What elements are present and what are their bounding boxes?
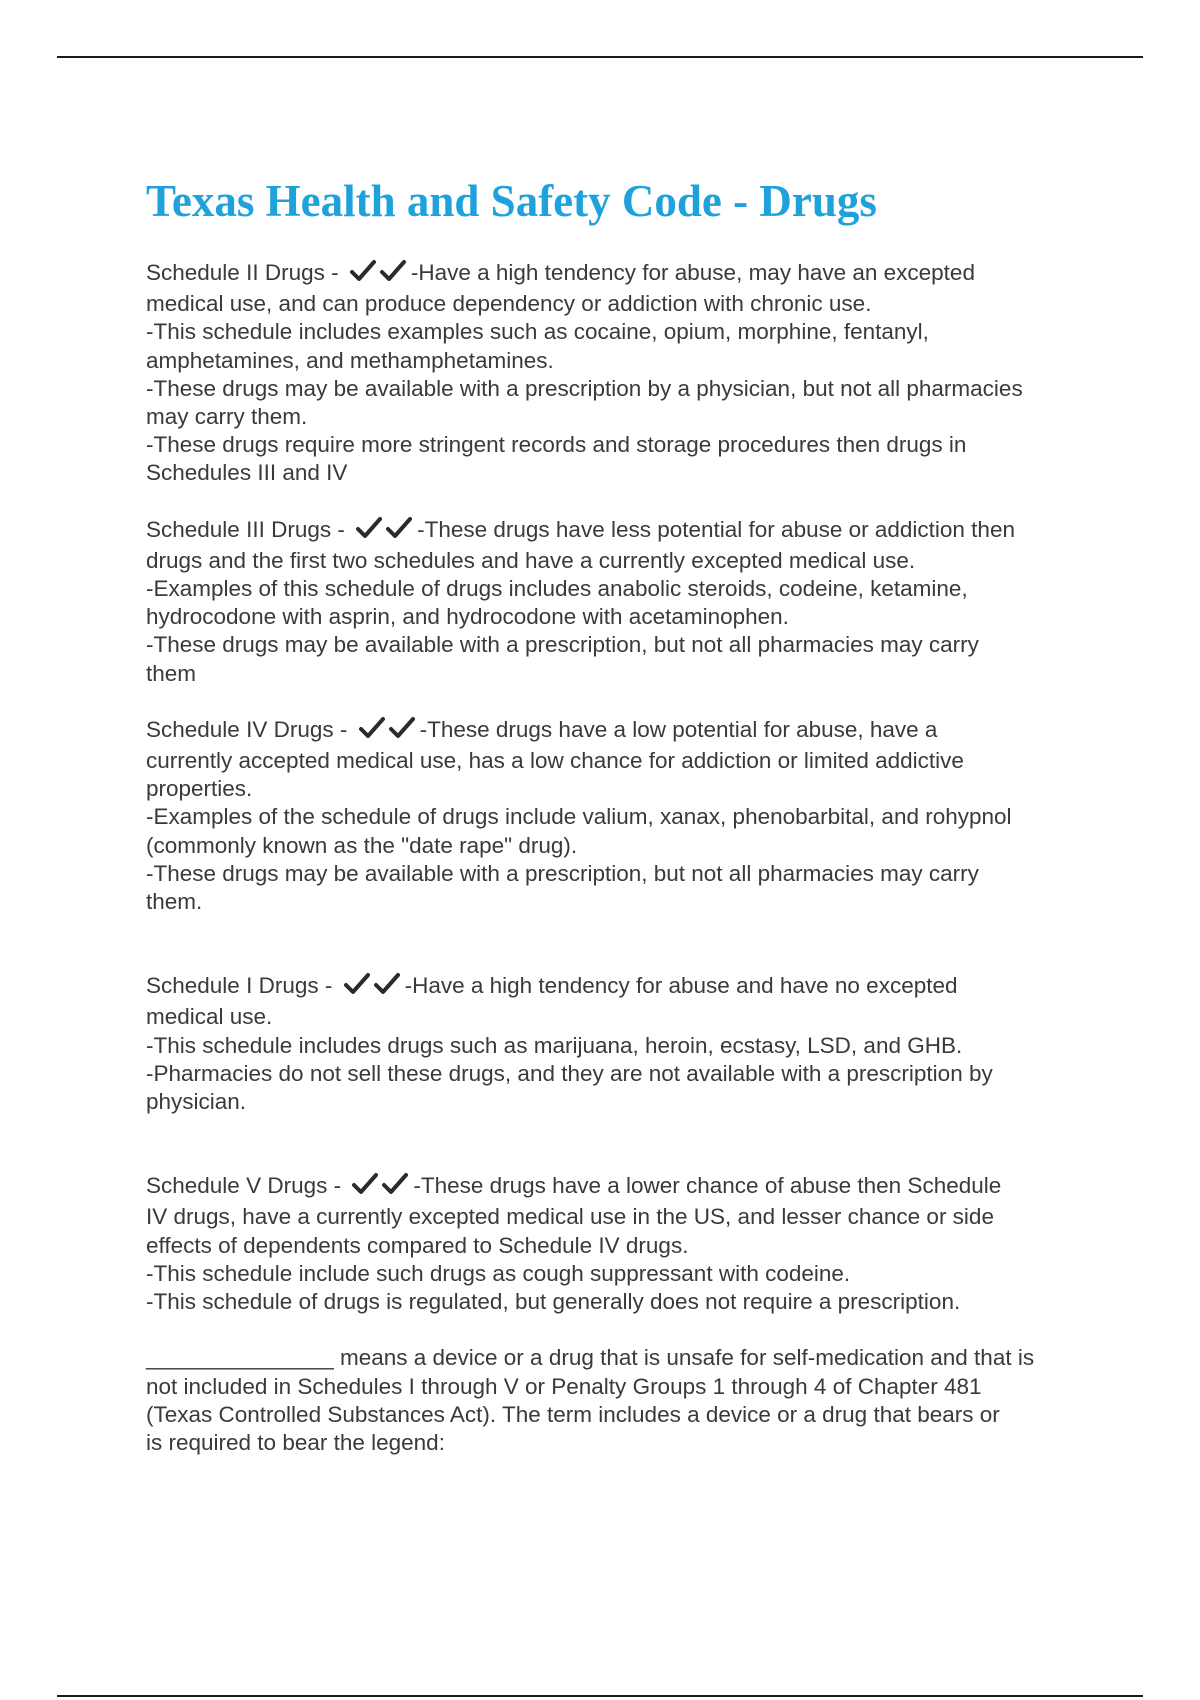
flashcard-definition-line: -This schedule of drugs is regulated, but generally does not require a prescription.: [146, 1289, 961, 1315]
flashcard-definition-line: -These drugs may be available with a prescription by a physician, but not all pharmacies: [146, 375, 1023, 401]
flashcard-definition-line: them.: [146, 889, 203, 915]
flashcard-definition-line: -This schedule include such drugs as cough suppressant with codeine.: [146, 1260, 851, 1286]
flashcard-definition-line: Schedules III and IV: [146, 460, 348, 486]
flashcard-definition-line: IV drugs, have a currently excepted medical use in the US, and lesser chance or side: [146, 1204, 994, 1230]
flashcard-term: Schedule IV Drugs -: [146, 716, 348, 742]
flashcard-definition-line: (Texas Controlled Substances Act). The term includes a device or a drug that bears or: [146, 1401, 1000, 1427]
flashcard-definition-line: medical use.: [146, 1004, 273, 1030]
flashcard-term: Schedule V Drugs -: [146, 1173, 342, 1199]
flashcard-definition-line: may carry them.: [146, 404, 308, 430]
flashcard-first-line: [146, 259, 1096, 290]
flashcard-definition-line: -This schedule includes drugs such as marijuana, heroin, ecstasy, LSD, and GHB.: [146, 1032, 963, 1058]
flashcard-term: Schedule III Drugs -: [146, 516, 345, 542]
flashcard-fill-in-blank: [146, 1344, 1096, 1457]
flashcard-definition-line: -Pharmacies do not sell these drugs, and they are not available with a prescription by: [146, 1060, 993, 1086]
flashcard-schedule-i: [146, 972, 1096, 1116]
flashcard-definition-line: hydrocodone with asprin, and hydrocodone with acetaminophen.: [146, 604, 789, 630]
flashcard-definition-line: is required to bear the legend:: [146, 1429, 445, 1455]
flashcard-definition-line: -This schedule includes examples such as cocaine, opium, morphine, fentanyl,: [146, 319, 929, 345]
flashcard-definition-line: not included in Schedules I through V or Penalty Groups 1 through 4 of Chapter 481: [146, 1373, 982, 1399]
page-title: Texas Health and Safety Code - Drugs: [146, 176, 877, 226]
flashcard-definition-line: currently accepted medical use, has a low chance for addiction or limited addictive: [146, 748, 964, 774]
flashcard-definition-line: them: [146, 660, 197, 686]
flashcard-first-line: [146, 972, 1096, 1003]
flashcard-definition-line: drugs and the first two schedules and have a currently excepted medical use.: [146, 547, 916, 573]
flashcard-definition-line: -Have a high tendency for abuse, may have an excepted: [410, 260, 975, 285]
flashcard-definition-line: -These drugs have a lower chance of abuse then Schedule: [413, 1173, 1002, 1199]
flashcard-definition-line: -Examples of this schedule of drugs includes anabolic steroids, codeine, ketamine,: [146, 576, 968, 602]
top-divider: [57, 56, 1143, 58]
flashcard-first-line: [146, 516, 1096, 547]
check-mark-icon: [343, 972, 403, 1003]
flashcard-schedule-iii: [146, 516, 1096, 688]
flashcard-definition-line: _______________ means a device or a drug that is unsafe for self-medication and that is: [146, 1345, 1035, 1371]
flashcard-definition-line: amphetamines, and methamphetamines.: [146, 347, 554, 373]
check-mark-icon: [349, 259, 409, 290]
flashcard-definition-line: -These drugs have less potential for abuse or addiction then: [417, 516, 1015, 542]
bottom-divider: [57, 1695, 1143, 1697]
flashcard-term: Schedule II Drugs -: [146, 260, 339, 285]
flashcard-schedule-v: [146, 1172, 1096, 1316]
flashcard-definition-line: -These drugs may be available with a prescription, but not all pharmacies may carry: [146, 860, 979, 886]
flashcard-definition-line: effects of dependents compared to Schedule IV drugs.: [146, 1232, 689, 1258]
flashcard-definition-line: (commonly known as the "date rape" drug).: [146, 832, 578, 858]
flashcard-term: Schedule I Drugs -: [146, 973, 333, 999]
flashcard-definition-line: medical use, and can produce dependency or addiction with chronic use.: [146, 291, 872, 317]
flashcard-list: [146, 259, 1096, 1457]
check-mark-icon: [351, 1172, 411, 1203]
flashcard-definition-line: -These drugs have a low potential for abuse, have a: [419, 716, 938, 742]
check-mark-icon: [355, 516, 415, 547]
flashcard-schedule-iv: [146, 716, 1096, 916]
flashcard-definition-line: -Have a high tendency for abuse and have no excepted: [404, 973, 958, 999]
flashcard-definition-line: -These drugs require more stringent records and storage procedures then drugs in: [146, 432, 967, 458]
check-mark-icon: [358, 716, 418, 747]
flashcard-definition-line: physician.: [146, 1089, 247, 1115]
flashcard-first-line: [146, 716, 1096, 747]
flashcard-schedule-ii: [146, 259, 1096, 488]
flashcard-definition-line: -Examples of the schedule of drugs include valium, xanax, phenobarbital, and rohypnol: [146, 804, 1012, 830]
flashcard-definition-line: properties.: [146, 776, 253, 802]
flashcard-first-line: [146, 1172, 1096, 1203]
flashcard-definition-line: -These drugs may be available with a prescription, but not all pharmacies may carry: [146, 632, 979, 658]
